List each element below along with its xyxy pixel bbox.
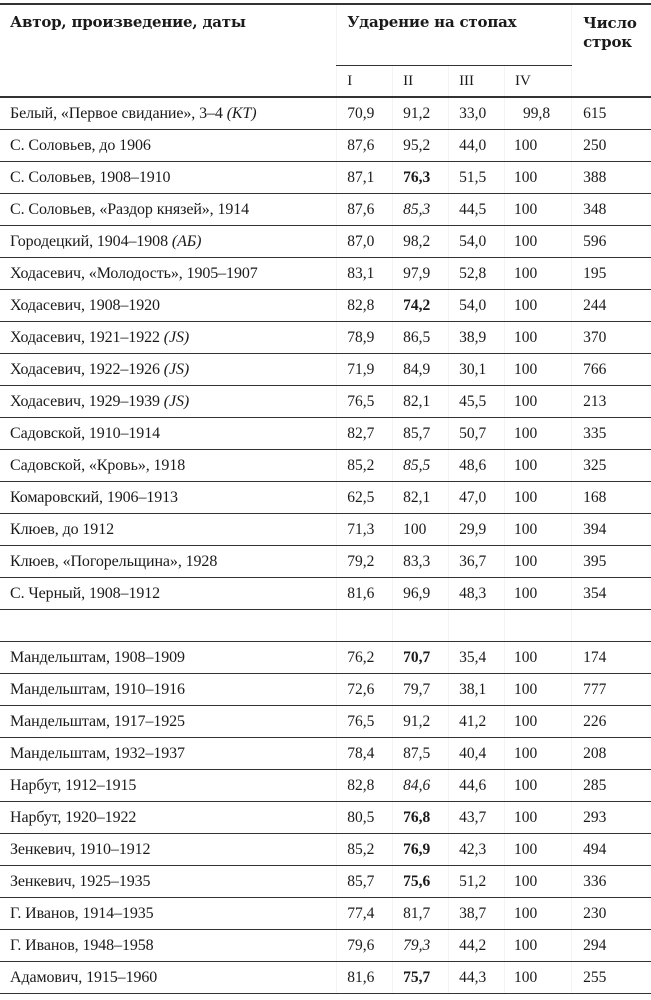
group-separator-row [0, 610, 651, 642]
foot-2-cell: 86,5 [393, 322, 449, 354]
line-count-cell: 195 [572, 258, 651, 290]
table-row [0, 194, 651, 226]
author-cell [0, 194, 337, 226]
foot-3-cell: 36,7 [449, 546, 505, 578]
foot-4-cell: 99,8 [505, 97, 572, 130]
foot-1-cell: 62,5 [337, 482, 393, 514]
foot-2-cell: 95,2 [393, 130, 449, 162]
spacer-cell [0, 610, 337, 642]
foot-1-cell: 87,0 [337, 226, 393, 258]
foot-4-cell: 100 [505, 706, 572, 738]
author-cell [0, 258, 337, 290]
author-text: Городецкий, 1904–1908 [10, 232, 172, 250]
foot-2-cell: 70,7 [393, 642, 449, 674]
foot-1-cell: 87,1 [337, 162, 393, 194]
author-cell [0, 482, 337, 514]
line-count-cell: 226 [572, 706, 651, 738]
table-row [0, 578, 651, 610]
foot-3-cell: 48,6 [449, 450, 505, 482]
foot-2-cell: 87,5 [393, 738, 449, 770]
foot-1-cell: 76,5 [337, 706, 393, 738]
foot-4-cell: 100 [505, 770, 572, 802]
foot-4-cell: 100 [505, 546, 572, 578]
author-text: Зенкевич, 1925–1935 [10, 872, 151, 890]
line-count-cell: 213 [572, 386, 651, 418]
foot-4-cell: 100 [505, 418, 572, 450]
foot-4-cell: 100 [505, 162, 572, 194]
author-cell [0, 97, 337, 130]
foot-3-cell: 44,2 [449, 930, 505, 962]
foot-3-cell: 44,0 [449, 130, 505, 162]
foot-2-cell: 91,2 [393, 97, 449, 130]
table-row [0, 962, 651, 994]
foot-2-cell: 74,2 [393, 290, 449, 322]
foot-2-cell: 81,7 [393, 898, 449, 930]
author-text: Белый, «Первое свидание», 3–4 [10, 104, 227, 122]
table-row [0, 97, 651, 130]
foot-4-cell: 100 [505, 354, 572, 386]
line-count-cell: 294 [572, 930, 651, 962]
header-author: Автор, произведение, даты [0, 4, 337, 97]
foot-3-cell: 48,3 [449, 578, 505, 610]
author-cell [0, 578, 337, 610]
header-row [0, 4, 651, 66]
line-count-cell: 354 [572, 578, 651, 610]
header-line-count: Число строк [572, 4, 651, 97]
foot-2-cell: 75,7 [393, 962, 449, 994]
author-cell [0, 546, 337, 578]
foot-1-cell: 79,2 [337, 546, 393, 578]
foot-4-cell: 100 [505, 834, 572, 866]
foot-3-cell: 40,4 [449, 738, 505, 770]
foot-3-cell: 33,0 [449, 97, 505, 130]
author-text: С. Соловьев, 1908–1910 [10, 168, 171, 186]
foot-1-cell: 79,6 [337, 930, 393, 962]
foot-2-cell: 82,1 [393, 482, 449, 514]
line-count-cell: 174 [572, 642, 651, 674]
line-count-cell: 293 [572, 802, 651, 834]
foot-3-cell: 45,5 [449, 386, 505, 418]
foot-1-cell: 78,4 [337, 738, 393, 770]
foot-1-cell: 81,6 [337, 578, 393, 610]
author-cell [0, 866, 337, 898]
author-text: Садовской, «Кровь», 1918 [10, 456, 186, 474]
table-row [0, 738, 651, 770]
author-cell [0, 834, 337, 866]
table-row [0, 322, 651, 354]
author-text: Садовской, 1910–1914 [10, 424, 161, 442]
foot-4-cell: 100 [505, 962, 572, 994]
foot-4-cell: 100 [505, 514, 572, 546]
author-text: Г. Иванов, 1948–1958 [10, 936, 154, 954]
author-text: Мандельштам, 1932–1937 [10, 744, 185, 762]
line-count-cell: 348 [572, 194, 651, 226]
foot-1-cell: 76,2 [337, 642, 393, 674]
author-text: С. Черный, 1908–1912 [10, 584, 161, 602]
foot-1-cell: 83,1 [337, 258, 393, 290]
foot-4-cell: 100 [505, 642, 572, 674]
foot-3-cell: 38,1 [449, 674, 505, 706]
foot-4-cell: 100 [505, 450, 572, 482]
line-count-cell: 285 [572, 770, 651, 802]
author-cell [0, 226, 337, 258]
foot-1-cell: 71,3 [337, 514, 393, 546]
foot-1-cell: 87,6 [337, 194, 393, 226]
header-stress-on-feet: Ударение на стопах [337, 4, 572, 66]
foot-1-cell: 82,8 [337, 290, 393, 322]
foot-2-cell: 84,6 [393, 770, 449, 802]
foot-1-cell: 82,7 [337, 418, 393, 450]
foot-2-cell: 79,7 [393, 674, 449, 706]
author-cell [0, 738, 337, 770]
foot-4-cell: 100 [505, 802, 572, 834]
author-source-note: (JS) [163, 360, 190, 378]
foot-1-cell: 82,8 [337, 770, 393, 802]
foot-1-cell: 77,4 [337, 898, 393, 930]
foot-4-cell: 100 [505, 130, 572, 162]
table-row [0, 482, 651, 514]
foot-2-cell: 85,7 [393, 418, 449, 450]
foot-3-cell: 43,7 [449, 802, 505, 834]
header-foot-4: IV [505, 66, 572, 98]
foot-3-cell: 52,8 [449, 258, 505, 290]
foot-1-cell: 70,9 [337, 97, 393, 130]
foot-4-cell: 100 [505, 674, 572, 706]
author-text: Адамович, 1915–1960 [10, 968, 158, 986]
author-cell [0, 930, 337, 962]
foot-3-cell: 35,4 [449, 642, 505, 674]
foot-4-cell: 100 [505, 482, 572, 514]
foot-1-cell: 85,2 [337, 834, 393, 866]
foot-2-cell: 82,1 [393, 386, 449, 418]
table-row [0, 354, 651, 386]
spacer-cell [337, 610, 393, 642]
line-count-cell: 336 [572, 866, 651, 898]
author-text: Ходасевич, «Молодость», 1905–1907 [10, 264, 258, 282]
foot-2-cell: 85,3 [393, 194, 449, 226]
author-cell [0, 386, 337, 418]
line-count-cell: 208 [572, 738, 651, 770]
table-row [0, 834, 651, 866]
foot-4-cell: 100 [505, 290, 572, 322]
author-text: Ходасевич, 1908–1920 [10, 296, 160, 314]
table-row [0, 226, 651, 258]
foot-4-cell: 100 [505, 898, 572, 930]
author-text: Клюев, до 1912 [10, 520, 115, 538]
foot-3-cell: 47,0 [449, 482, 505, 514]
table-row [0, 674, 651, 706]
foot-2-cell: 76,8 [393, 802, 449, 834]
foot-3-cell: 29,9 [449, 514, 505, 546]
table-row [0, 802, 651, 834]
foot-2-cell: 100 [393, 514, 449, 546]
line-count-cell: 244 [572, 290, 651, 322]
line-count-cell: 596 [572, 226, 651, 258]
foot-4-cell: 100 [505, 930, 572, 962]
foot-1-cell: 85,2 [337, 450, 393, 482]
spacer-cell [393, 610, 449, 642]
foot-3-cell: 44,5 [449, 194, 505, 226]
foot-3-cell: 30,1 [449, 354, 505, 386]
foot-3-cell: 41,2 [449, 706, 505, 738]
table-row [0, 866, 651, 898]
foot-4-cell: 100 [505, 258, 572, 290]
header-foot-3: III [449, 66, 505, 98]
line-count-cell: 777 [572, 674, 651, 706]
table-row [0, 162, 651, 194]
author-text: Мандельштам, 1910–1916 [10, 680, 185, 698]
foot-1-cell: 76,5 [337, 386, 393, 418]
author-text: Комаровский, 1906–1913 [10, 488, 178, 506]
foot-2-cell: 83,3 [393, 546, 449, 578]
author-cell [0, 450, 337, 482]
author-text: Ходасевич, 1922–1926 [10, 360, 164, 378]
table-row [0, 546, 651, 578]
table-row [0, 930, 651, 962]
table-row [0, 418, 651, 450]
author-source-note: (JS) [163, 392, 190, 410]
line-count-cell: 230 [572, 898, 651, 930]
line-count-cell: 255 [572, 962, 651, 994]
author-text: Нарбут, 1920–1922 [10, 808, 137, 826]
foot-2-cell: 75,6 [393, 866, 449, 898]
line-count-cell: 394 [572, 514, 651, 546]
foot-3-cell: 54,0 [449, 290, 505, 322]
foot-3-cell: 50,7 [449, 418, 505, 450]
author-source-note: (АБ) [171, 232, 202, 250]
foot-1-cell: 81,6 [337, 962, 393, 994]
foot-1-cell: 85,7 [337, 866, 393, 898]
foot-2-cell: 98,2 [393, 226, 449, 258]
table-row [0, 514, 651, 546]
foot-4-cell: 100 [505, 386, 572, 418]
foot-1-cell: 71,9 [337, 354, 393, 386]
author-text: Клюев, «Погорельщина», 1928 [10, 552, 218, 570]
author-text: Мандельштам, 1908–1909 [10, 648, 185, 666]
author-cell [0, 130, 337, 162]
foot-3-cell: 44,6 [449, 770, 505, 802]
table-row [0, 770, 651, 802]
author-cell [0, 802, 337, 834]
author-cell [0, 962, 337, 994]
foot-2-cell: 76,9 [393, 834, 449, 866]
author-text: Зенкевич, 1910–1912 [10, 840, 151, 858]
author-cell [0, 706, 337, 738]
table-row [0, 290, 651, 322]
line-count-cell: 335 [572, 418, 651, 450]
foot-2-cell: 84,9 [393, 354, 449, 386]
line-count-cell: 494 [572, 834, 651, 866]
line-count-cell: 766 [572, 354, 651, 386]
line-count-cell: 395 [572, 546, 651, 578]
author-text: Нарбут, 1912–1915 [10, 776, 137, 794]
line-count-cell: 370 [572, 322, 651, 354]
stress-table [0, 3, 651, 994]
line-count-cell: 615 [572, 97, 651, 130]
foot-2-cell: 96,9 [393, 578, 449, 610]
foot-3-cell: 51,5 [449, 162, 505, 194]
author-text: С. Соловьев, «Раздор князей», 1914 [10, 200, 250, 218]
foot-4-cell: 100 [505, 322, 572, 354]
foot-1-cell: 80,5 [337, 802, 393, 834]
table-row [0, 642, 651, 674]
author-cell [0, 162, 337, 194]
line-count-cell: 388 [572, 162, 651, 194]
spacer-cell [449, 610, 505, 642]
foot-3-cell: 38,7 [449, 898, 505, 930]
header-foot-1: I [337, 66, 393, 98]
foot-1-cell: 87,6 [337, 130, 393, 162]
author-text: Ходасевич, 1929–1939 [10, 392, 164, 410]
foot-4-cell: 100 [505, 226, 572, 258]
author-text: С. Соловьев, до 1906 [10, 136, 151, 154]
table-row [0, 898, 651, 930]
foot-2-cell: 97,9 [393, 258, 449, 290]
foot-1-cell: 78,9 [337, 322, 393, 354]
line-count-cell: 168 [572, 482, 651, 514]
table-row [0, 386, 651, 418]
line-count-cell: 325 [572, 450, 651, 482]
table-row [0, 450, 651, 482]
foot-3-cell: 44,3 [449, 962, 505, 994]
foot-3-cell: 54,0 [449, 226, 505, 258]
table-body [0, 97, 651, 994]
author-text: Г. Иванов, 1914–1935 [10, 904, 154, 922]
author-text: Ходасевич, 1921–1922 [10, 328, 164, 346]
foot-1-cell: 72,6 [337, 674, 393, 706]
author-cell [0, 322, 337, 354]
table-row [0, 706, 651, 738]
foot-4-cell: 100 [505, 866, 572, 898]
table-row [0, 130, 651, 162]
author-cell [0, 770, 337, 802]
author-cell [0, 642, 337, 674]
foot-4-cell: 100 [505, 738, 572, 770]
foot-4-cell: 100 [505, 194, 572, 226]
author-source-note: (JS) [163, 328, 190, 346]
foot-2-cell: 79,3 [393, 930, 449, 962]
foot-2-cell: 85,5 [393, 450, 449, 482]
author-cell [0, 354, 337, 386]
foot-3-cell: 51,2 [449, 866, 505, 898]
author-text: Мандельштам, 1917–1925 [10, 712, 185, 730]
foot-4-cell: 100 [505, 578, 572, 610]
author-cell [0, 418, 337, 450]
header-foot-2: II [393, 66, 449, 98]
table-row [0, 258, 651, 290]
author-source-note: (КТ) [226, 104, 257, 122]
foot-2-cell: 91,2 [393, 706, 449, 738]
spacer-cell [505, 610, 572, 642]
foot-3-cell: 42,3 [449, 834, 505, 866]
author-cell [0, 898, 337, 930]
foot-3-cell: 38,9 [449, 322, 505, 354]
foot-2-cell: 76,3 [393, 162, 449, 194]
author-cell [0, 290, 337, 322]
author-cell [0, 674, 337, 706]
line-count-cell: 250 [572, 130, 651, 162]
spacer-cell [572, 610, 651, 642]
author-cell [0, 514, 337, 546]
